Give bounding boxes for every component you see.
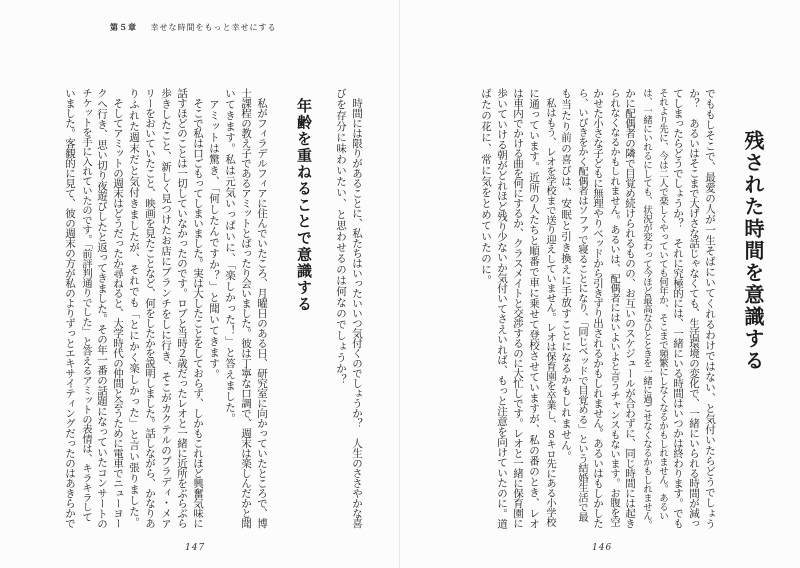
body-column: に通っています。近所の人たちと順番で車に乗せて登校させていますが、私の番のとき、レオ (528, 88, 540, 529)
body-column: それより先に、今は二人で楽しくやっていても何年か、そこまで頻繁にしなくなるかもしれません。あるい (657, 88, 668, 520)
body-column: 話すほどのことは一切していなかったのです。ロブと当時２歳だったレオと一緒に近所をぶらぶら (176, 88, 188, 528)
body-column: そこで私は口ごもってしまいました。実は大したことをしておらず、しかもこれほど興奮気味に (192, 88, 204, 528)
body-column: でももしそこで、最愛の人が一生そばにいてくれるわけではない、と気付いたらどうでしょう (704, 88, 716, 529)
body-column: りふれた週末だと気付きましたが、それでも「とにかく楽しかった」と言い張りました。 (128, 88, 140, 528)
body-column: も当たり前の喜びは、安眠と引き換えに手放すことになるかもしれません。 (560, 88, 572, 462)
section-heading: 残された時間を意識する (741, 130, 765, 372)
running-head (110, 22, 277, 33)
running-head-chapter: 第５章 (110, 23, 137, 32)
page-number: 147 (185, 543, 206, 553)
body-column: 歩いていける朝がどれほど残り少ないか気付いてさえいれば、もっと注意を向けていたのに。道 (496, 88, 508, 529)
body-column: いました。客観的に見て、彼の週末の方が私のよりずっとエキサイティングだったのはあきらかで (64, 88, 76, 528)
body-column: ばたの花に、常に気をとめていたのに。 (480, 88, 492, 286)
body-column: リーをおいていたこと、映画を見たことなど、何をしたかを説明しました。話しながら、かなりあ (144, 88, 156, 528)
body-column: 私がフィラデルフィアに住んでいたころ、月曜日のある日、研究室に向かっていたところで、博 (256, 88, 268, 528)
body-column: クへ行き、思い切り夜遊びしたと返ってきました。その年一番の話題になっていたコンサートの (96, 88, 108, 529)
body-column: 歩きしたこと、新しく見つけたお店にブランチをしに行き、そこがカクテルのブラディ・メア (160, 88, 172, 529)
page-number: 146 (592, 543, 613, 553)
body-column: は、一緒にいれるにしても、状況が変わって今ほど最高なひとときを一緒に過ごせなくなるかもしれません。 (641, 88, 652, 529)
body-column: そしてアミットの週末はどうだったか尋ねると、大学時代の仲間と会うために電車でニューヨー (112, 88, 124, 528)
body-column: か？ あるいはそこまで大げさな話じゃなくても、生活環境の変化で、一緒にいられる時間が減っ (688, 88, 700, 528)
intro-column: びを存分に味わいたい、と思わせるのは何なのでしょうか？ (335, 88, 347, 385)
body-column: てしまったらどうでしょうか？ それに究極的には、一緒にいる時間はいつかは終わります。でも (672, 88, 684, 528)
section-heading: 年齢を重ねることで意識する (295, 98, 313, 313)
body-column: かに配偶者の隣で目覚め続けられるものの、お互いのスケジュールが合わずに、同じ時間には起き (624, 88, 636, 528)
body-column: られなくなるかもしれません。あるいは、配偶者にはいよいよと言うチャンスもないます。お腹を空 (608, 88, 620, 527)
body-column: は車内でかける曲を何にするか、クラスメイトと交渉するのに大忙しです。レオと一緒に保育園に (512, 88, 524, 528)
running-head-title: 幸せな時間をもっと幸せにする (150, 23, 277, 32)
intro-column: 時間には限りがあることに、私たちはいったいいつ気付くのでしょうか？ 人生のささやかな喜 (351, 88, 363, 528)
body-column: チケットを手に入れていたのです。「前評判通りでした」と答えるアミットの表情は、キラキラして (80, 88, 92, 522)
body-column: アミットは驚き、「何したんですか？」と聞いてきます。 (208, 88, 220, 380)
body-column: かせた小さな子どもに無理やりベッドから引きずり出されるかもしれません。あるいはもしかした (592, 88, 604, 528)
body-column: いてきます。私は元気いっぱいに、「楽しかった！」と答えました。 (224, 88, 236, 424)
right-page (400, 0, 800, 568)
body-column: 士課程の教え子であるアミットとばったり会いました。彼は丁寧な口調で、週末は楽しんだかと聞 (240, 88, 252, 528)
body-column: 私はもう、レオを学校まで送り迎えしていません。レオは保育園を卒業し、８キロ先にある小学校 (544, 88, 556, 527)
body-column: ら、いびきをかく配偶者はソファで寝ることになり、「同じベッドで目覚める」という結婚生活で最 (576, 88, 588, 522)
